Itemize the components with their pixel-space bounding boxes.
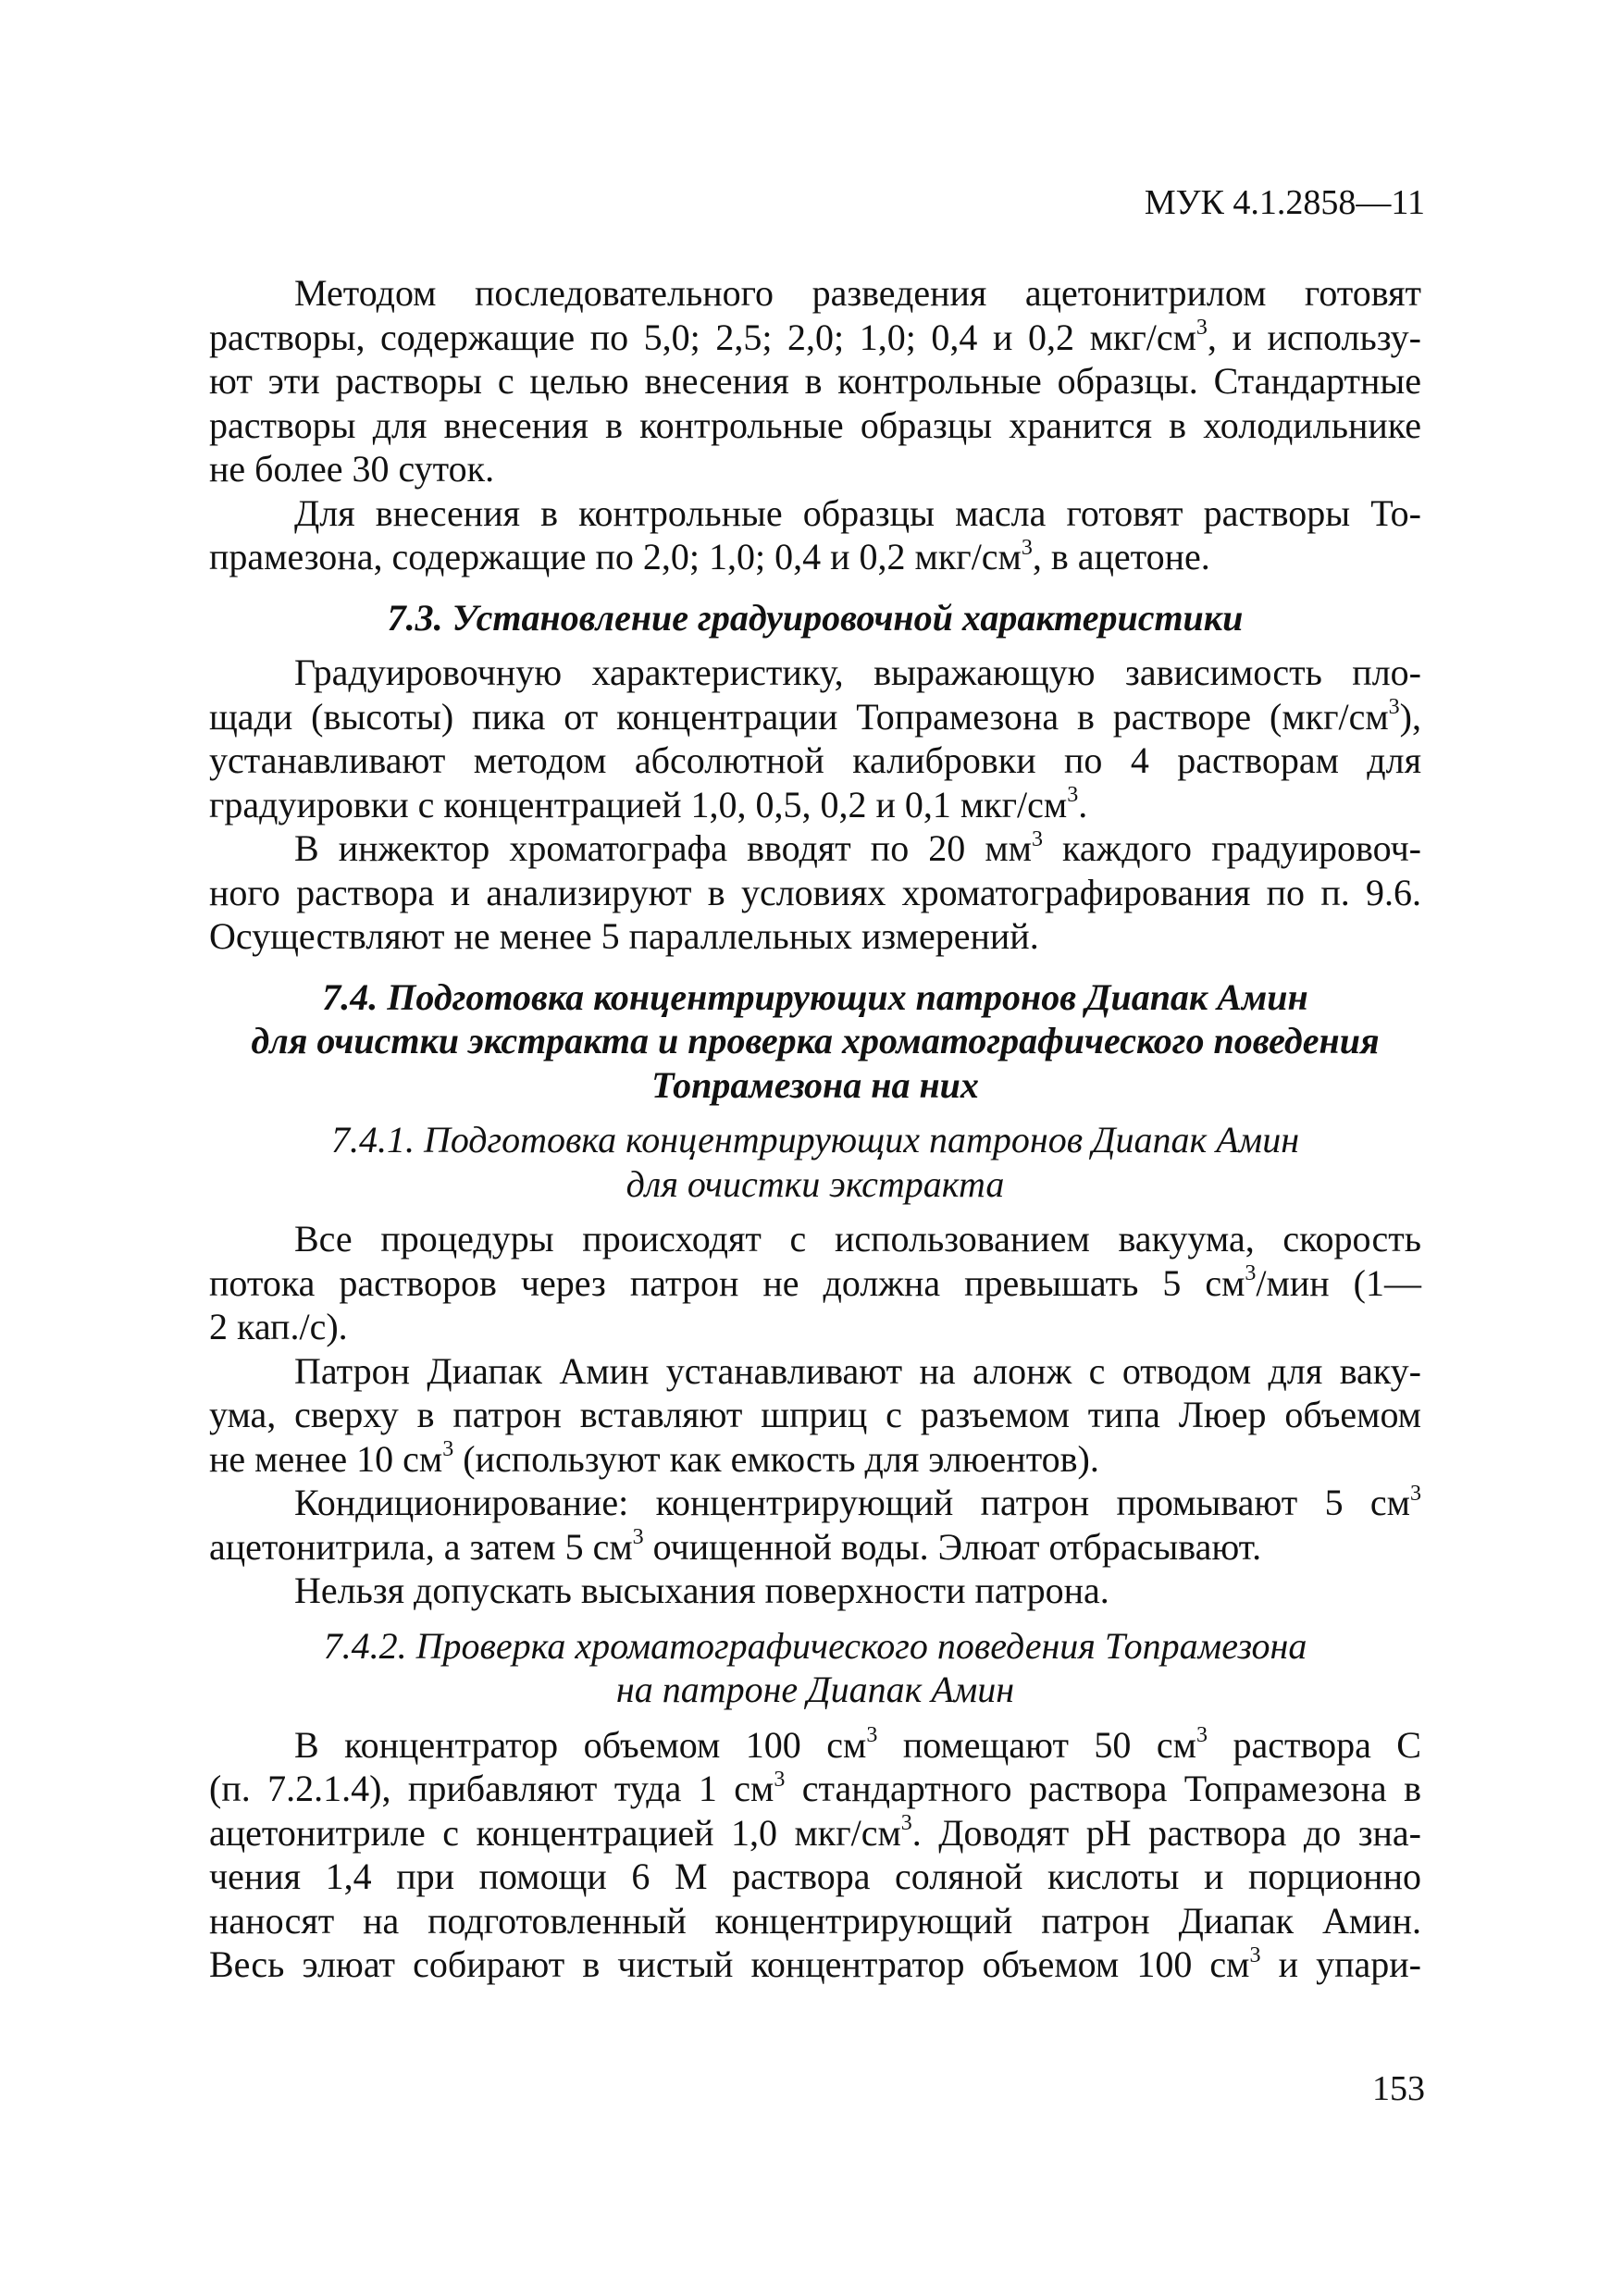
- heading-line: для очистки экстракта: [626, 1162, 1005, 1205]
- page-number: 153: [1372, 2069, 1425, 2108]
- superscript: 3: [1196, 1723, 1208, 1748]
- paragraph-dilution: [209, 271, 1421, 491]
- text-line: не более 30 суток.: [209, 448, 495, 490]
- text-line: растворы для внесения в контрольные образцы хранится в холодильнике: [209, 403, 1421, 446]
- text-line: ацетонитриле с концентрацией 1,0 мкг/$см^3$. Доводят рН раствора до зна-: [209, 1811, 1421, 1854]
- superscript: 3: [900, 1811, 912, 1836]
- text-line: растворы, содержащие по 5,0; 2,5; 2,0; 1,0; 0,4 и 0,2 мкг/$см^3$, и использу-: [209, 316, 1421, 358]
- paragraph-no-drying: Нельзя допускать высыхания поверхности патрона.: [294, 1570, 1109, 1611]
- paragraph-calibration: [209, 651, 1421, 826]
- document-code: МУК 4.1.2858—11: [1144, 183, 1425, 222]
- text-line: прамезона, содержащие по 2,0; 1,0; 0,4 и 0,2 мкг/$см^3$, в ацетоне.: [209, 535, 1210, 577]
- heading-line: Топрамезона на них: [651, 1063, 979, 1106]
- heading-line: 7.4. Подготовка концентрирующих патронов Диапак Амин: [322, 975, 1308, 1018]
- paragraph-vacuum: [209, 1217, 1421, 1349]
- paragraph-concentrator: [209, 1723, 1421, 1987]
- text-line: Методом последовательного разведения ацетонитрилом готовят: [294, 272, 1421, 314]
- superscript: 3: [1388, 695, 1400, 720]
- text-line: Весь элюат собирают в чистый концентратор объемом 100 $см^3$ и упари-: [209, 1942, 1421, 1985]
- text-line: Градуировочную характеристику, выражающую зависимость пло-: [294, 652, 1421, 693]
- superscript: 3: [1196, 316, 1208, 341]
- text-line: ют эти растворы с целью внесения в контрольные образцы. Стандартные: [209, 360, 1421, 402]
- text-line: градуировки с концентрацией 1,0, 0,5, 0,2 и 0,1 мкг/$см^3$.: [209, 783, 1088, 825]
- heading-line: для очистки экстракта и проверка хроматографического поведения: [251, 1020, 1380, 1061]
- superscript: 3: [1410, 1481, 1421, 1506]
- paragraph-cartridge-setup: [209, 1349, 1421, 1482]
- text-line: наносят на подготовленный концентрирующий патрон Диапак Амин.: [209, 1899, 1421, 1942]
- heading-line: 7.4.1. Подготовка концентрирующих патронов Диапак Амин: [330, 1119, 1300, 1160]
- text-line: ума, сверху в патрон вставляют шприц с разъемом типа Люер объемом: [209, 1394, 1421, 1435]
- text-line: Все процедуры происходят с использованием вакуума, скорость: [294, 1218, 1421, 1260]
- paragraph-injection: [209, 826, 1421, 959]
- superscript: 3: [866, 1723, 878, 1748]
- text-line: устанавливают методом абсолютной калибровки по 4 растворам для: [209, 739, 1421, 781]
- superscript: 3: [1031, 826, 1043, 851]
- subsection-heading-7-4-2: [209, 1624, 1421, 1712]
- text-line: (п. 7.2.1.4), прибавляют туда 1 $см^3$ стандартного раствора Топрамезона в: [209, 1767, 1422, 1809]
- section-heading-7-4: [209, 975, 1421, 1108]
- text-line: ацетонитрила, а затем 5 $см^3$ очищенной воды. Элюат отбрасывают.: [209, 1525, 1262, 1568]
- text-line: Для внесения в контрольные образцы масла готовят растворы То-: [294, 491, 1421, 534]
- text-line: Патрон Диапак Амин устанавливают на алонж с отводом для ваку-: [294, 1349, 1421, 1392]
- paragraph-conditioning: [209, 1481, 1421, 1569]
- text-line: не менее 10 $см^3$ (используют как емкость для элюентов).: [209, 1437, 1099, 1480]
- paragraph-oil-samples: [209, 491, 1421, 579]
- superscript: 3: [632, 1525, 644, 1550]
- text-line: ного раствора и анализируют в условиях хроматографирования по п. 9.6.: [209, 871, 1421, 913]
- superscript: 3: [774, 1767, 786, 1792]
- superscript: 3: [1021, 535, 1033, 560]
- superscript: 3: [1245, 1261, 1257, 1286]
- heading-line: на патроне Диапак Амин: [615, 1669, 1015, 1710]
- text-line: чения 1,4 при помощи 6 М раствора соляной кислоты и порционно: [209, 1855, 1421, 1897]
- superscript: 3: [1249, 1942, 1261, 1967]
- text-line: щади (высоты) пика от концентрации Топрамезона в растворе $(мкг/см^3)$,: [209, 695, 1421, 738]
- subsection-heading-7-4-1: [209, 1118, 1421, 1206]
- page-body: [209, 271, 1421, 1987]
- text-line: Кондиционирование: концентрирующий патрон промывают 5 $см^3$: [294, 1481, 1421, 1523]
- text-line: В инжектор хроматографа вводят по 20 $мм^3$ каждого градуировоч-: [294, 826, 1421, 869]
- text-line: 2 кап./с).: [209, 1306, 348, 1347]
- text-line: В концентратор объемом 100 $см^3$ помещают 50 $см^3$ раствора С: [294, 1723, 1421, 1766]
- text-line: потока растворов через патрон не должна превышать 5 $см^3$/мин (1—: [209, 1261, 1421, 1304]
- superscript: 3: [442, 1437, 454, 1462]
- section-heading-7-3: 7.3. Установление градуировочной характеристики: [387, 596, 1244, 639]
- text-line: Осуществляют не менее 5 параллельных измерений.: [209, 915, 1039, 957]
- superscript: 3: [1067, 783, 1079, 808]
- heading-line: 7.4.2. Проверка хроматографического поведения Топрамезона: [323, 1624, 1307, 1667]
